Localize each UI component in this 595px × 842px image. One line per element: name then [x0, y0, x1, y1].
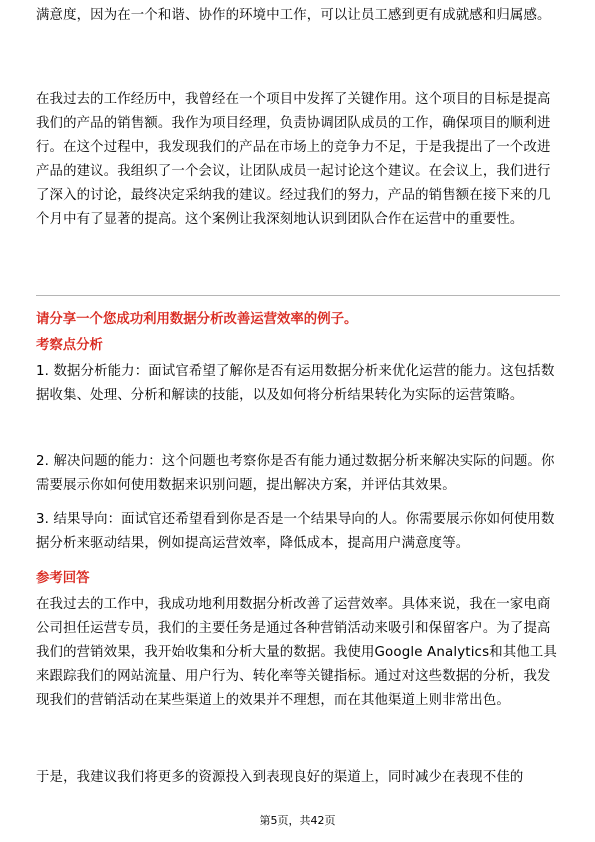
analysis-point-3: 3. 结果导向：面试官还希望看到你是否是一个结果导向的人。你需要展示你如何使用数据分析来驱动结果，例如提高运营效率，降低成本，提高用户满意度等。: [36, 512, 555, 551]
page-number-footer: 第5页，共42页: [259, 814, 336, 827]
answer-paragraph-1: 在我过去的工作中，我成功地利用数据分析改善了运营效率。具体来说，我在一家电商公司担任运营专员，我们的主要任务是通过各种营销活动来吸引和保留客户。为了提高我们的营销效果，我开始收集和分析大量的数据。我使用Google Analytics和其他工具来跟踪我们的网站流量、用户行为、转化率等关键指标。通过对这些数据的分析，我发现我们的营销活动在某些渠道上的效果并不理想，而在其他渠道上则非常出色。: [36, 597, 557, 708]
answer-heading: 参考回答: [36, 571, 90, 586]
analysis-point-2: 2. 解决问题的能力：这个问题也考察你是否有能力通过数据分析来解决实际的问题。你需要展示你如何使用数据来识别问题，提出解决方案，并评估其效果。: [36, 454, 555, 493]
answer-paragraph-2: 于是，我建议我们将更多的资源投入到表现良好的渠道上，同时减少在表现不佳的: [36, 770, 524, 785]
intro-tail-paragraph: 满意度，因为在一个和谐、协作的环境中工作，可以让员工感到更有成就感和归属感。: [36, 8, 551, 23]
analysis-point-1: 1. 数据分析能力：面试官希望了解你是否有运用数据分析来优化运营的能力。这包括数据收集、处理、分析和解读的技能，以及如何将分析结果转化为实际的运营策略。: [36, 364, 555, 403]
section-divider: [36, 295, 560, 296]
analysis-heading: 考察点分析: [36, 338, 103, 353]
question-title: 请分享一个您成功利用数据分析改善运营效率的例子。: [36, 312, 358, 327]
document-page: [36, 0, 560, 842]
intro-case-paragraph: 在我过去的工作经历中，我曾经在一个项目中发挥了关键作用。这个项目的目标是提高我们的产品的销售额。我作为项目经理，负责协调团队成员的工作，确保项目的顺利进行。在这个过程中，我发现我们的产品在市场上的竞争力不足，于是我提出了一个改进产品的建议。我组织了一个会议，让团队成员一起讨论这个建议。在会议上，我们进行了深入的讨论，最终决定采纳我的建议。经过我们的努力，产品的销售额在接下来的几个月中有了显著的提高。这个案例让我深刻地认识到团队合作在运营中的重要性。: [36, 92, 551, 227]
